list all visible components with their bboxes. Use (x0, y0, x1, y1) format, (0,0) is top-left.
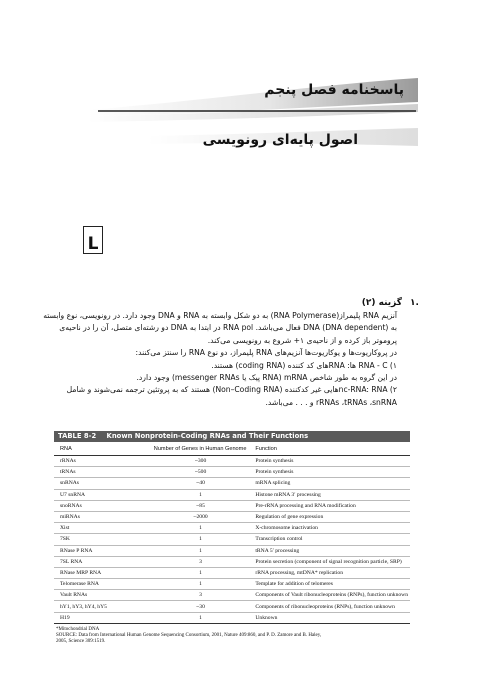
cell-rna: Telomerase RNA (54, 579, 148, 590)
chapter-letter-box: L (83, 226, 103, 254)
cell-gene-count: ~300 (148, 456, 250, 467)
cell-gene-count: ~30 (148, 601, 250, 612)
cell-rna: Xist (54, 523, 148, 534)
column-header-rna: RNA (54, 442, 148, 456)
answer-line: ۱) RNA - C ها: RNAهای کد کننده (coding RNA) هستند. (211, 360, 397, 370)
answer-heading: گزینه (۲) (361, 298, 402, 308)
cell-gene-count: 1 (148, 612, 250, 623)
cell-function: Components of Vault ribonucleoproteins (RNPs), function unknown (249, 590, 410, 601)
cell-rna: U7 snRNA (54, 489, 148, 500)
section-title: اصول پایه‌ای رونویسی (202, 132, 358, 148)
table-row (54, 545, 410, 556)
table-row (54, 467, 410, 478)
column-header-function: Function (249, 442, 410, 456)
table-row (54, 534, 410, 545)
cell-gene-count: 3 (148, 590, 250, 601)
cell-rna: RNase P RNA (54, 545, 148, 556)
answer-line: ۲) nc-RNA: RNAهایی غیر کدکننده (Non–Coding RNA) هستند که به پروتئین ترجمه نمی‌شوند و شامل (66, 385, 397, 395)
cell-gene-count: ~85 (148, 500, 250, 511)
cell-gene-count: ~40 (148, 478, 250, 489)
column-header-gene-count: Number of Genes in Human Genome (148, 442, 250, 456)
table-row (54, 612, 410, 623)
cell-gene-count: 1 (148, 579, 250, 590)
answer-line: پروموتر باز کرده و از ناحیه‌ی ۱+ شروع به رونویسی می‌کند. (207, 335, 397, 345)
table-row (54, 456, 410, 467)
source-line: 2005, Science 309:1519. (56, 638, 106, 644)
cell-gene-count: 3 (148, 556, 250, 567)
table-row (54, 500, 410, 511)
table-caption-number: TABLE 8-2 (58, 432, 97, 440)
table-row (54, 556, 410, 567)
answer-line: rRNAs ،tRNAs ،snRNA و . . . می‌باشد. (265, 397, 397, 407)
cell-rna: rRNAs (54, 456, 148, 467)
ncrna-table (54, 431, 410, 645)
source-line: SOURCE: Data from International Human Genome Sequencing Consortium, 2001, Nature 409:860, and P. D. Zamore and B. Haley, (56, 632, 322, 638)
cell-function: Components of ribonucleoproteins (RNPs), function unknown (249, 601, 410, 612)
cell-function: Transcription control (249, 534, 410, 545)
cell-rna: snoRNAs (54, 500, 148, 511)
cell-function: Protein synthesis (249, 467, 410, 478)
cell-rna: tRNAs (54, 467, 148, 478)
cell-gene-count: 1 (148, 534, 250, 545)
cell-gene-count: ~2000 (148, 511, 250, 522)
cell-rna: snRNAs (54, 478, 148, 489)
cell-function: Template for addition of telomeres (249, 579, 410, 590)
chapter-title: پاسخنامه فصل پنجم (264, 82, 404, 98)
cell-function: Unknown (249, 612, 410, 623)
table-row (54, 590, 410, 601)
answer-line: به DNA (DNA dependent) فعال می‌باشد. RNA pol در ابتدا به DNA دو رشته‌ای متصل، آن را در ناحیه‌ی (59, 323, 397, 333)
table-row (54, 511, 410, 522)
table-row (54, 489, 410, 500)
cell-function: tRNA 5′ processing (249, 545, 410, 556)
cell-rna: RNase MRP RNA (54, 567, 148, 578)
footnote-mark: *Mitochondrial DNA (56, 626, 100, 632)
answer-line: در این گروه به طور شاخص mRNA (RNA پیک یا messenger RNAs) وجود دارد. (136, 373, 397, 383)
cell-function: mRNA splicing (249, 478, 410, 489)
table-footnote (54, 627, 410, 645)
table-row (54, 567, 410, 578)
table-row (54, 523, 410, 534)
table-row (54, 601, 410, 612)
cell-gene-count: ~500 (148, 467, 250, 478)
cell-gene-count: 1 (148, 489, 250, 500)
cell-function: Histone mRNA 3′ processing (249, 489, 410, 500)
cell-function: Protein synthesis (249, 456, 410, 467)
table-row (54, 579, 410, 590)
table-caption (54, 431, 410, 442)
cell-function: Regulation of gene expression (249, 511, 410, 522)
cell-function: Protein secretion (component of signal recognition particle, SRP) (249, 556, 410, 567)
cell-gene-count: 1 (148, 567, 250, 578)
cell-gene-count: 1 (148, 523, 250, 534)
cell-function: Pre-rRNA processing and RNA modification (249, 500, 410, 511)
cell-rna: 7SL RNA (54, 556, 148, 567)
cell-function: X-chromosome inactivation (249, 523, 410, 534)
answer-line: آنزیم RNA پلیمراز(RNA Polymerase) به دو شکل وابسته به RNA و DNA وجود دارد. در رونویسی، نوع وابسته (43, 311, 397, 320)
cell-rna: Vault RNAs (54, 590, 148, 601)
cell-function: rRNA processing, mtDNA* replication (249, 567, 410, 578)
answer-line: در پروکاریوت‌ها و یوکاریوت‌ها آنزیم‌های RNA پلیمراز، دو نوع RNA را سنتز می‌کنند: (135, 348, 397, 358)
cell-rna: miRNAs (54, 511, 148, 522)
cell-rna: H19 (54, 612, 148, 623)
answer-body (43, 310, 397, 409)
cell-rna: 7SK (54, 534, 148, 545)
cell-rna: hY1, hY3, hY4, hY5 (54, 601, 148, 612)
cell-gene-count: 1 (148, 545, 250, 556)
table-row (54, 478, 410, 489)
table-caption-title: Known Nonprotein-Coding RNAs and Their Functions (106, 432, 309, 440)
question-number: ۱. (410, 298, 419, 308)
